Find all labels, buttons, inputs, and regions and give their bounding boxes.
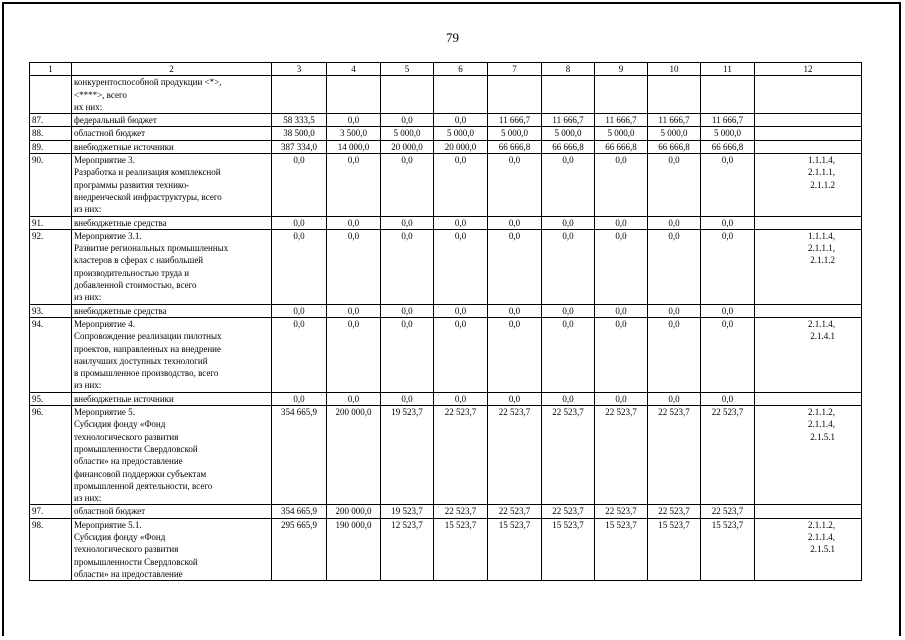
target-indicator-cell	[755, 392, 862, 405]
value-cell: 0,0	[434, 229, 488, 304]
value-cell: 0,0	[327, 317, 381, 392]
table-row	[30, 406, 862, 505]
value-cell: 15 523,7	[488, 518, 542, 580]
value-cell: 5 000,0	[381, 127, 434, 140]
value-cell: 190 000,0	[327, 518, 381, 580]
table-body	[30, 63, 862, 581]
value-cell: 22 523,7	[648, 406, 701, 505]
value-cell: 12 523,7	[381, 518, 434, 580]
value-cell: 354 665,9	[272, 505, 327, 518]
value-cell: 0,0	[434, 317, 488, 392]
table-row	[30, 140, 862, 153]
value-cell: 0,0	[542, 216, 595, 229]
target-indicator-cell	[755, 140, 862, 153]
value-cell	[542, 76, 595, 114]
value-cell: 0,0	[327, 154, 381, 216]
value-cell: 0,0	[381, 154, 434, 216]
table-row	[30, 114, 862, 127]
value-cell: 0,0	[488, 216, 542, 229]
row-number-cell: 94.	[30, 317, 72, 392]
value-cell: 0,0	[327, 392, 381, 405]
value-cell: 11 666,7	[648, 114, 701, 127]
value-cell: 0,0	[648, 317, 701, 392]
description-cell: Мероприятие 5. Субсидия фонду «Фонд технологического развития промышленности Свердловской области» на предоставление финансовой поддержки субъектам промышленной деятельности, всего из них:	[72, 406, 272, 505]
table-row	[30, 76, 862, 114]
value-cell: 0,0	[542, 154, 595, 216]
row-number-cell: 91.	[30, 216, 72, 229]
value-cell: 5 000,0	[648, 127, 701, 140]
value-cell: 0,0	[488, 392, 542, 405]
description-cell: областной бюджет	[72, 127, 272, 140]
value-cell: 0,0	[434, 216, 488, 229]
value-cell: 66 666,8	[595, 140, 648, 153]
description-cell: внебюджетные источники	[72, 140, 272, 153]
value-cell: 3 500,0	[327, 127, 381, 140]
value-cell: 0,0	[381, 114, 434, 127]
value-cell: 0,0	[701, 304, 755, 317]
row-number-cell: 92.	[30, 229, 72, 304]
row-number-cell: 87.	[30, 114, 72, 127]
target-indicator-cell: 1.1.1.4, 2.1.1.1, 2.1.1.2	[755, 229, 862, 304]
value-cell: 0,0	[488, 317, 542, 392]
value-cell: 200 000,0	[327, 406, 381, 505]
row-number-cell: 98.	[30, 518, 72, 580]
value-cell: 58 333,5	[272, 114, 327, 127]
value-cell: 38 500,0	[272, 127, 327, 140]
target-indicator-cell: 1.1.1.4, 2.1.1.1, 2.1.1.2	[755, 154, 862, 216]
column-number-cell: 8	[542, 63, 595, 76]
value-cell: 0,0	[488, 229, 542, 304]
value-cell: 354 665,9	[272, 406, 327, 505]
target-indicator-cell	[755, 304, 862, 317]
value-cell: 22 523,7	[434, 505, 488, 518]
value-cell: 20 000,0	[434, 140, 488, 153]
value-cell: 15 523,7	[542, 518, 595, 580]
value-cell: 0,0	[381, 229, 434, 304]
budget-table	[29, 62, 862, 581]
value-cell: 0,0	[542, 317, 595, 392]
value-cell: 0,0	[381, 392, 434, 405]
target-indicator-cell	[755, 216, 862, 229]
value-cell	[488, 76, 542, 114]
value-cell: 22 523,7	[488, 505, 542, 518]
target-indicator-cell	[755, 127, 862, 140]
value-cell: 0,0	[701, 317, 755, 392]
description-cell: конкурентоспособной продукции <*>, <****>, всего их них:	[72, 76, 272, 114]
value-cell: 0,0	[272, 317, 327, 392]
value-cell: 22 523,7	[488, 406, 542, 505]
value-cell: 5 000,0	[542, 127, 595, 140]
row-number-cell: 96.	[30, 406, 72, 505]
value-cell: 0,0	[542, 229, 595, 304]
table-row	[30, 216, 862, 229]
value-cell: 0,0	[648, 216, 701, 229]
value-cell: 22 523,7	[434, 406, 488, 505]
column-number-cell: 6	[434, 63, 488, 76]
value-cell: 0,0	[595, 304, 648, 317]
value-cell: 66 666,8	[701, 140, 755, 153]
value-cell: 0,0	[701, 154, 755, 216]
value-cell: 0,0	[381, 304, 434, 317]
table-row	[30, 317, 862, 392]
value-cell: 0,0	[434, 114, 488, 127]
row-number-cell: 93.	[30, 304, 72, 317]
value-cell	[381, 76, 434, 114]
value-cell: 0,0	[434, 154, 488, 216]
value-cell: 14 000,0	[327, 140, 381, 153]
row-number-cell: 88.	[30, 127, 72, 140]
value-cell: 0,0	[327, 229, 381, 304]
column-number-cell: 12	[755, 63, 862, 76]
value-cell: 0,0	[272, 229, 327, 304]
value-cell: 15 523,7	[434, 518, 488, 580]
value-cell: 0,0	[272, 392, 327, 405]
value-cell	[595, 76, 648, 114]
description-cell: внебюджетные источники	[72, 392, 272, 405]
column-number-cell: 3	[272, 63, 327, 76]
column-number-cell: 1	[30, 63, 72, 76]
value-cell: 295 665,9	[272, 518, 327, 580]
value-cell	[648, 76, 701, 114]
value-cell: 0,0	[327, 304, 381, 317]
column-number-cell: 5	[381, 63, 434, 76]
value-cell: 0,0	[701, 392, 755, 405]
value-cell: 0,0	[488, 304, 542, 317]
value-cell: 0,0	[648, 154, 701, 216]
description-cell: внебюджетные средства	[72, 304, 272, 317]
target-indicator-cell: 2.1.1.4, 2.1.4.1	[755, 317, 862, 392]
value-cell: 15 523,7	[595, 518, 648, 580]
value-cell: 22 523,7	[595, 505, 648, 518]
value-cell: 0,0	[701, 216, 755, 229]
value-cell: 19 523,7	[381, 406, 434, 505]
value-cell	[701, 76, 755, 114]
description-cell: областной бюджет	[72, 505, 272, 518]
value-cell	[272, 76, 327, 114]
value-cell: 0,0	[434, 304, 488, 317]
value-cell: 0,0	[648, 304, 701, 317]
value-cell: 0,0	[327, 114, 381, 127]
value-cell: 22 523,7	[542, 406, 595, 505]
value-cell: 22 523,7	[595, 406, 648, 505]
row-number-cell: 97.	[30, 505, 72, 518]
value-cell: 0,0	[272, 154, 327, 216]
value-cell: 0,0	[595, 154, 648, 216]
value-cell: 0,0	[381, 317, 434, 392]
value-cell: 0,0	[434, 392, 488, 405]
table-row	[30, 304, 862, 317]
value-cell	[434, 76, 488, 114]
value-cell: 200 000,0	[327, 505, 381, 518]
target-indicator-cell	[755, 505, 862, 518]
table-row	[30, 229, 862, 304]
description-cell: Мероприятие 3.1. Развитие региональных промышленных кластеров в сферах с наибольшей производительностью труда и добавленной стоимостью, всего из них:	[72, 229, 272, 304]
value-cell: 11 666,7	[701, 114, 755, 127]
description-cell: внебюджетные средства	[72, 216, 272, 229]
target-indicator-cell: 2.1.1.2, 2.1.1.4, 2.1.5.1	[755, 406, 862, 505]
target-indicator-cell: 2.1.1.2, 2.1.1.4, 2.1.5.1	[755, 518, 862, 580]
target-indicator-cell	[755, 114, 862, 127]
description-cell: Мероприятие 5.1. Субсидия фонду «Фонд технологического развития промышленности Свердловской области» на предоставление	[72, 518, 272, 580]
description-cell: Мероприятие 3. Разработка и реализация комплексной программы развития технико- внедренческой инфраструктуры, всего из них:	[72, 154, 272, 216]
value-cell: 11 666,7	[542, 114, 595, 127]
description-cell: федеральный бюджет	[72, 114, 272, 127]
table-row	[30, 518, 862, 580]
value-cell: 0,0	[272, 216, 327, 229]
table-row	[30, 392, 862, 405]
description-cell: Мероприятие 4. Сопровождение реализации пилотных проектов, направленных на внедрение наилучших доступных технологий в промышленное производство, всего из них:	[72, 317, 272, 392]
value-cell: 5 000,0	[434, 127, 488, 140]
value-cell: 66 666,8	[542, 140, 595, 153]
value-cell: 22 523,7	[701, 406, 755, 505]
column-number-cell: 4	[327, 63, 381, 76]
row-number-cell	[30, 76, 72, 114]
value-cell: 0,0	[595, 317, 648, 392]
value-cell: 0,0	[595, 392, 648, 405]
row-number-cell: 89.	[30, 140, 72, 153]
value-cell: 0,0	[701, 229, 755, 304]
column-number-cell: 7	[488, 63, 542, 76]
row-number-cell: 95.	[30, 392, 72, 405]
value-cell: 22 523,7	[648, 505, 701, 518]
value-cell: 66 666,8	[488, 140, 542, 153]
value-cell: 0,0	[595, 216, 648, 229]
value-cell: 19 523,7	[381, 505, 434, 518]
value-cell	[327, 76, 381, 114]
value-cell: 0,0	[648, 229, 701, 304]
table-row	[30, 505, 862, 518]
value-cell: 11 666,7	[488, 114, 542, 127]
value-cell: 20 000,0	[381, 140, 434, 153]
value-cell: 5 000,0	[488, 127, 542, 140]
value-cell: 0,0	[648, 392, 701, 405]
table-header-row	[30, 63, 862, 76]
value-cell: 11 666,7	[595, 114, 648, 127]
value-cell: 22 523,7	[542, 505, 595, 518]
value-cell: 15 523,7	[648, 518, 701, 580]
column-number-cell: 11	[701, 63, 755, 76]
row-number-cell: 90.	[30, 154, 72, 216]
table-row	[30, 127, 862, 140]
value-cell: 0,0	[488, 154, 542, 216]
value-cell: 5 000,0	[595, 127, 648, 140]
value-cell: 0,0	[272, 304, 327, 317]
value-cell: 387 334,0	[272, 140, 327, 153]
column-number-cell: 10	[648, 63, 701, 76]
table-row	[30, 154, 862, 216]
value-cell: 22 523,7	[701, 505, 755, 518]
value-cell: 5 000,0	[701, 127, 755, 140]
value-cell: 66 666,8	[648, 140, 701, 153]
value-cell: 0,0	[542, 392, 595, 405]
page-number: 79	[446, 30, 459, 45]
value-cell: 0,0	[381, 216, 434, 229]
value-cell: 0,0	[327, 216, 381, 229]
value-cell: 15 523,7	[701, 518, 755, 580]
value-cell: 0,0	[595, 229, 648, 304]
column-number-cell: 2	[72, 63, 272, 76]
value-cell: 0,0	[542, 304, 595, 317]
column-number-cell: 9	[595, 63, 648, 76]
target-indicator-cell	[755, 76, 862, 114]
